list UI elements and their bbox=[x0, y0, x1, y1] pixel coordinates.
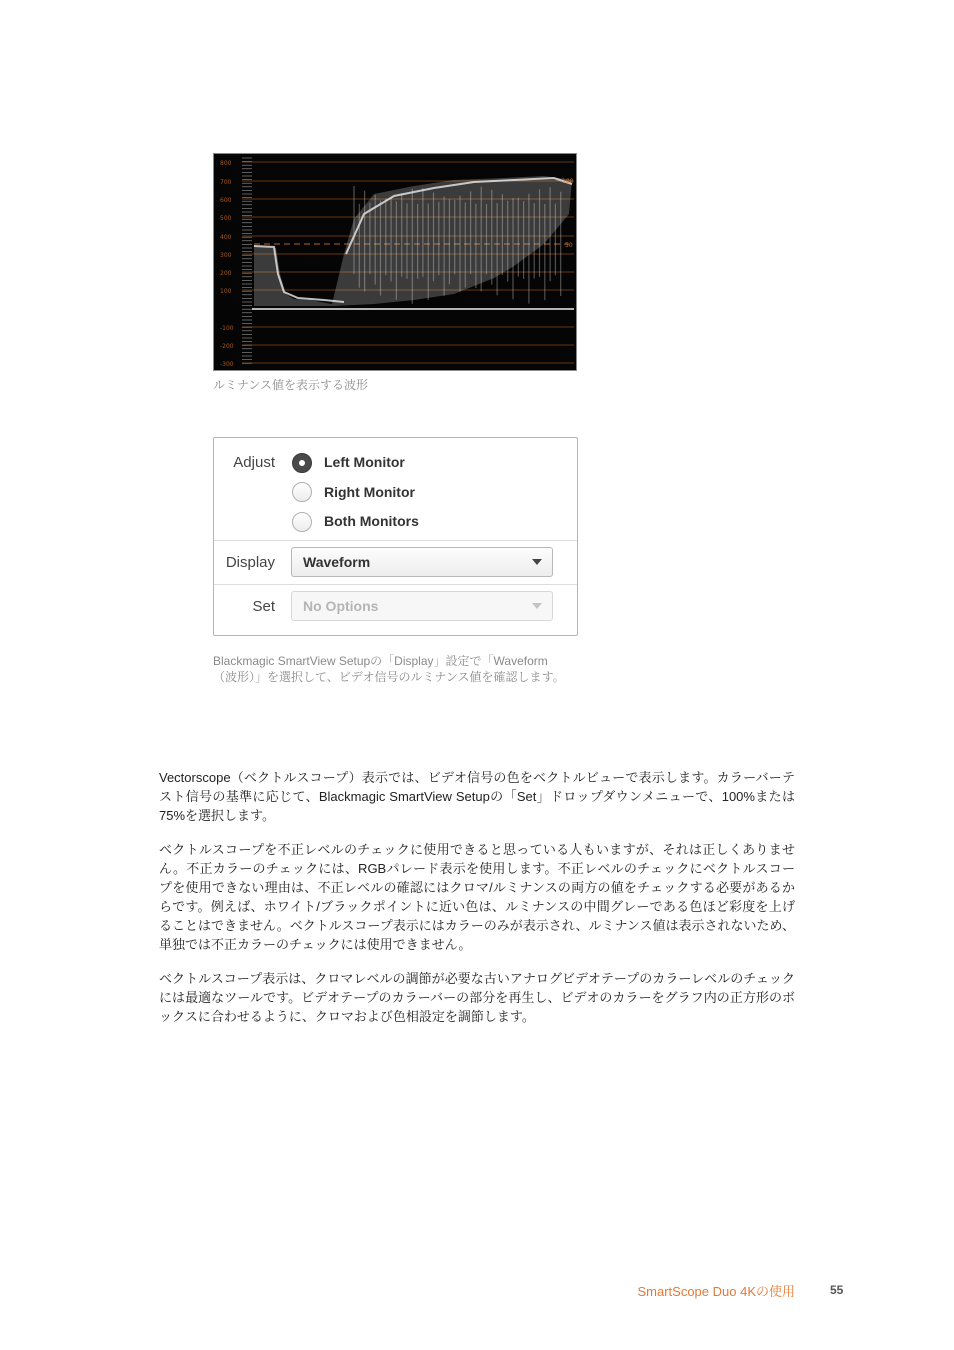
adjust-label: Adjust bbox=[233, 454, 275, 471]
settings-caption-line1: Blackmagic SmartView Setupの「Display」設定で「Waveform bbox=[213, 654, 548, 668]
display-dropdown-value: Waveform bbox=[303, 554, 371, 570]
right-monitor-label: Right Monitor bbox=[324, 484, 415, 500]
divider bbox=[214, 540, 577, 541]
paragraph-vectorscope-intro: Vectorscope（ベクトルスコープ）表示では、ビデオ信号の色をベクトルビューで表示します。カラーバーテスト信号の基準に応じて、Blackmagic SmartView Setupの「Set」ドロップダウンメニューで、100%または75%を選択します。 bbox=[159, 770, 795, 823]
scale-label: 100 bbox=[220, 288, 232, 295]
scale-label: 200 bbox=[220, 270, 232, 277]
smartview-settings-panel bbox=[213, 437, 578, 636]
left-monitor-label: Left Monitor bbox=[324, 454, 405, 470]
scale-label: 400 bbox=[220, 234, 232, 241]
marker-100-label: 100 bbox=[562, 178, 574, 185]
waveform-caption: ルミナンス値を表示する波形 bbox=[213, 378, 369, 392]
divider bbox=[214, 584, 577, 585]
chevron-down-icon bbox=[532, 603, 542, 609]
scale-label: 300 bbox=[220, 252, 232, 259]
set-label: Set bbox=[252, 598, 275, 615]
scale-label: -300 bbox=[220, 361, 234, 368]
paragraph-analog-tape: ベクトルスコープ表示は、クロマレベルの調節が必要な古いアナログビデオテープのカラーレベルのチェックには最適なツールです。ビデオテープのカラーバーの部分を再生し、ビデオのカラーをグラフ内の正方形のボックスに合わせるように、クロマおよび色相設定を調節します。 bbox=[159, 971, 795, 1024]
marker-50-label: 50 bbox=[565, 242, 573, 249]
footer-section-title: SmartScope Duo 4Kの使用 bbox=[637, 1284, 795, 1299]
settings-caption-line2: （波形）」を選択して、ビデオ信号のルミナンス値を確認します。 bbox=[213, 670, 565, 684]
left-monitor-radio[interactable] bbox=[292, 453, 312, 473]
scale-label: -100 bbox=[220, 325, 234, 332]
chevron-down-icon bbox=[532, 559, 542, 565]
right-monitor-radio[interactable] bbox=[292, 482, 312, 502]
waveform-scope bbox=[214, 154, 576, 370]
set-dropdown-value: No Options bbox=[303, 598, 379, 614]
paragraph-illegal-levels: ベクトルスコープを不正レベルのチェックに使用できると思っている人もいますが、それは正しくありません。不正カラーのチェックには、RGBパレード表示を使用します。不正レベルのチェックにベクトルスコープを使用できない理由は、不正レベルの確認にはクロマ/ルミナンスの両方の値をチェックする必要があるからです。例えば、ホワイト/ブラックポイントに近い色は、ルミナンスの中間グレーである色ほど彩度を上げることはできません。ベクトルスコープ表示にはカラーのみが表示され、ルミナンス値は表示されないため、単独では不正カラーのチェックには使用できません。 bbox=[159, 842, 795, 952]
both-monitors-radio[interactable] bbox=[292, 512, 312, 532]
scale-label: 500 bbox=[220, 215, 232, 222]
display-dropdown[interactable] bbox=[291, 547, 553, 577]
waveform-image bbox=[213, 153, 577, 371]
set-dropdown[interactable] bbox=[291, 591, 553, 621]
page-number: 55 bbox=[830, 1283, 844, 1297]
both-monitors-label: Both Monitors bbox=[324, 513, 419, 529]
scale-label: 700 bbox=[220, 179, 232, 186]
scale-label: -200 bbox=[220, 343, 234, 350]
scale-label: 600 bbox=[220, 197, 232, 204]
display-label: Display bbox=[225, 554, 275, 571]
scale-label: 800 bbox=[220, 160, 232, 167]
luma-trace-fill bbox=[254, 176, 572, 306]
